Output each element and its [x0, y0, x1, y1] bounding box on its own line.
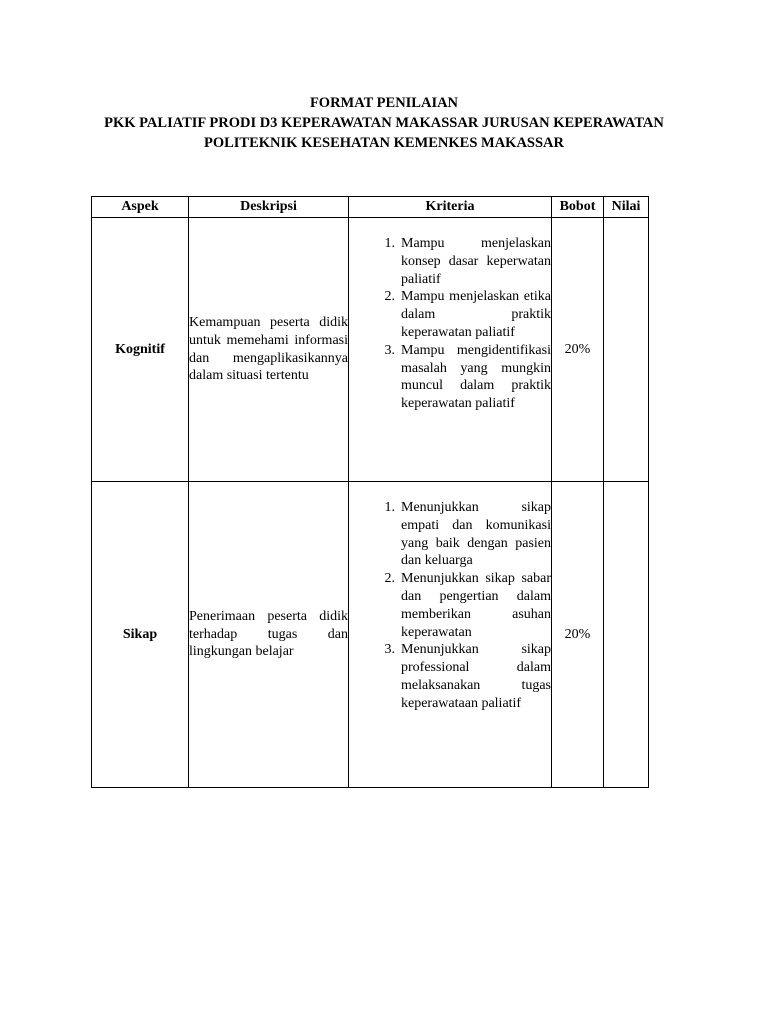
header-nilai: Nilai — [604, 197, 649, 218]
deskripsi-cell: Kemampuan peserta didik untuk memehami informasi dan mengaplikasikannya dalam situasi tertentu — [189, 218, 349, 482]
list-item — [349, 235, 551, 288]
list-item-text: Mampu menjelaskan etika dalam praktik keperawatan paliatif — [401, 289, 551, 340]
table-row — [92, 218, 649, 482]
list-item-number: 1. — [384, 500, 395, 515]
criteria-list — [349, 235, 551, 413]
list-item — [349, 570, 551, 641]
list-item-number: 3. — [384, 642, 395, 658]
nilai-cell[interactable] — [604, 482, 649, 788]
kriteria-cell — [349, 482, 552, 788]
list-item — [349, 641, 551, 712]
list-item-number: 2. — [384, 571, 395, 587]
kriteria-cell — [349, 218, 552, 482]
title-line-format: FORMAT PENILAIAN — [309, 95, 459, 111]
aspek-cell: Sikap — [92, 482, 189, 788]
list-item-text: Menunjukkan sikap empati dan komunikasi yang baik dengan pasien dan keluarga — [401, 500, 551, 569]
title-line-program: PKK PALIATIF PRODI D3 KEPERAWATAN MAKASSAR JURUSAN KEPERAWATAN — [104, 115, 664, 131]
list-item — [349, 499, 551, 570]
table-header-row — [92, 197, 649, 218]
assessment-table — [91, 196, 649, 788]
bobot-cell: 20% — [552, 482, 604, 788]
title-line-institution: POLITEKNIK KESEHATAN KEMENKES MAKASSAR — [203, 135, 564, 151]
list-item-number: 1. — [384, 236, 395, 251]
header-aspek: Aspek — [92, 197, 189, 218]
list-item-text: Menunjukkan sikap professional dalam melaksanakan tugas keperawataan paliatif — [401, 642, 551, 711]
list-item-number: 3. — [384, 342, 395, 358]
list-item-text: Mampu menjelaskan konsep dasar keperwatan paliatif — [401, 236, 551, 287]
list-item-number: 2. — [384, 289, 395, 305]
table-row — [92, 482, 649, 788]
list-item-text: Mampu mengidentifikasi masalah yang mungkin muncul dalam praktik keperawatan paliatif — [401, 342, 551, 412]
deskripsi-cell: Penerimaan peserta didik terhadap tugas dan lingkungan belajar — [189, 482, 349, 788]
criteria-list — [349, 499, 551, 713]
list-item — [349, 342, 551, 413]
nilai-cell[interactable] — [604, 218, 649, 482]
header-deskripsi: Deskripsi — [189, 197, 349, 218]
document-title — [0, 93, 768, 153]
header-kriteria: Kriteria — [349, 197, 552, 218]
list-item — [349, 288, 551, 341]
header-bobot: Bobot — [552, 197, 604, 218]
aspek-cell: Kognitif — [92, 218, 189, 482]
list-item-text: Menunjukkan sikap sabar dan pengertian dalam memberikan asuhan keperawatan — [401, 571, 551, 640]
bobot-cell: 20% — [552, 218, 604, 482]
